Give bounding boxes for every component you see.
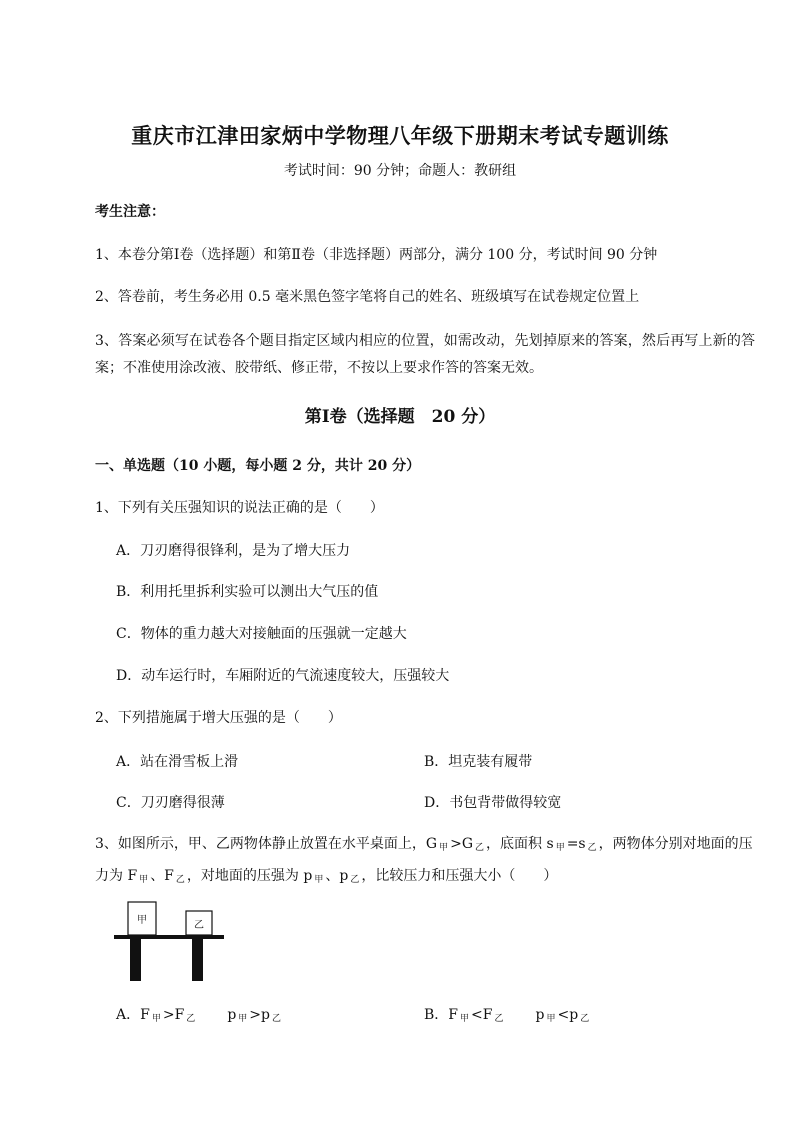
- q1-option-b: B．利用托里拆利实验可以测出大气压的值: [116, 584, 379, 600]
- table-top: [114, 935, 224, 939]
- part-heading: 一、单选题（10 小题，每小题 2 分，共计 20 分）: [95, 458, 421, 474]
- q2-option-c: C．刀刃磨得很薄: [116, 795, 225, 811]
- q2-stem: 2、下列措施属于增大压强的是（ ）: [95, 710, 342, 726]
- notice-heading: 考生注意：: [95, 204, 165, 220]
- table-leg-right: [192, 939, 203, 981]
- q3-option-a: A．F $_甲$ >F $_乙$ p $_甲$ >p $_乙$: [116, 1007, 282, 1024]
- block-yi-label: 乙: [194, 920, 204, 931]
- q3-stem: 3、如图所示，甲、乙两物体静止放置在水平桌面上，G $_甲$ >G $_乙$ ，底面积 s $_甲$ =s $_乙$ ，两物体分别对地面的压力为 F $_甲$ 、F $_乙$ ，对地面的压强为 p $_甲$ 、p $_乙$ ，比较压力和压强大小（ ）: [95, 836, 753, 885]
- q1-option-d: D．动车运行时，车厢附近的气流速度较大，压强较大: [116, 668, 450, 684]
- block-jia-label: 甲: [137, 915, 147, 926]
- q2-option-b: B．坦克装有履带: [424, 754, 533, 770]
- q1-option-a: A．刀刃磨得很锋利，是为了增大压力: [116, 543, 351, 559]
- exam-subtitle: 考试时间：90 分钟；命题人：教研组: [283, 163, 517, 179]
- q1-stem: 1、下列有关压强知识的说法正确的是（ ）: [95, 500, 384, 516]
- notice-item-1: 1、本卷分第Ⅰ卷（选择题）和第Ⅱ卷（非选择题）两部分，满分 100 分，考试时间 90 分钟: [95, 247, 658, 263]
- notice-item-3: 3、答案必须写在试卷各个题目指定区域内相应的位置，如需改动，先划掉原来的答案，然后再写上新的答案；不准使用涂改液、胶带纸、修正带，不按以上要求作答的答案无效。: [95, 333, 755, 376]
- q1-option-c: C．物体的重力越大对接触面的压强就一定越大: [116, 626, 407, 642]
- q3-figure: [112, 900, 228, 984]
- table-leg-left: [130, 939, 141, 981]
- q2-option-a: A．站在滑雪板上滑: [116, 754, 239, 770]
- exam-title: 重庆市江津田家炳中学物理八年级下册期末考试专题训练: [131, 123, 669, 148]
- q3-option-b: B．F $_甲$ <F $_乙$ p $_甲$ <p $_乙$: [424, 1007, 590, 1024]
- notice-item-2: 2、答卷前，考生务必用 0.5 毫米黑色签字笔将自己的姓名、班级填写在试卷规定位置上: [95, 289, 640, 305]
- q2-option-d: D．书包背带做得较宽: [424, 795, 562, 811]
- section-title: 第Ⅰ卷（选择题 20 分）: [304, 407, 496, 427]
